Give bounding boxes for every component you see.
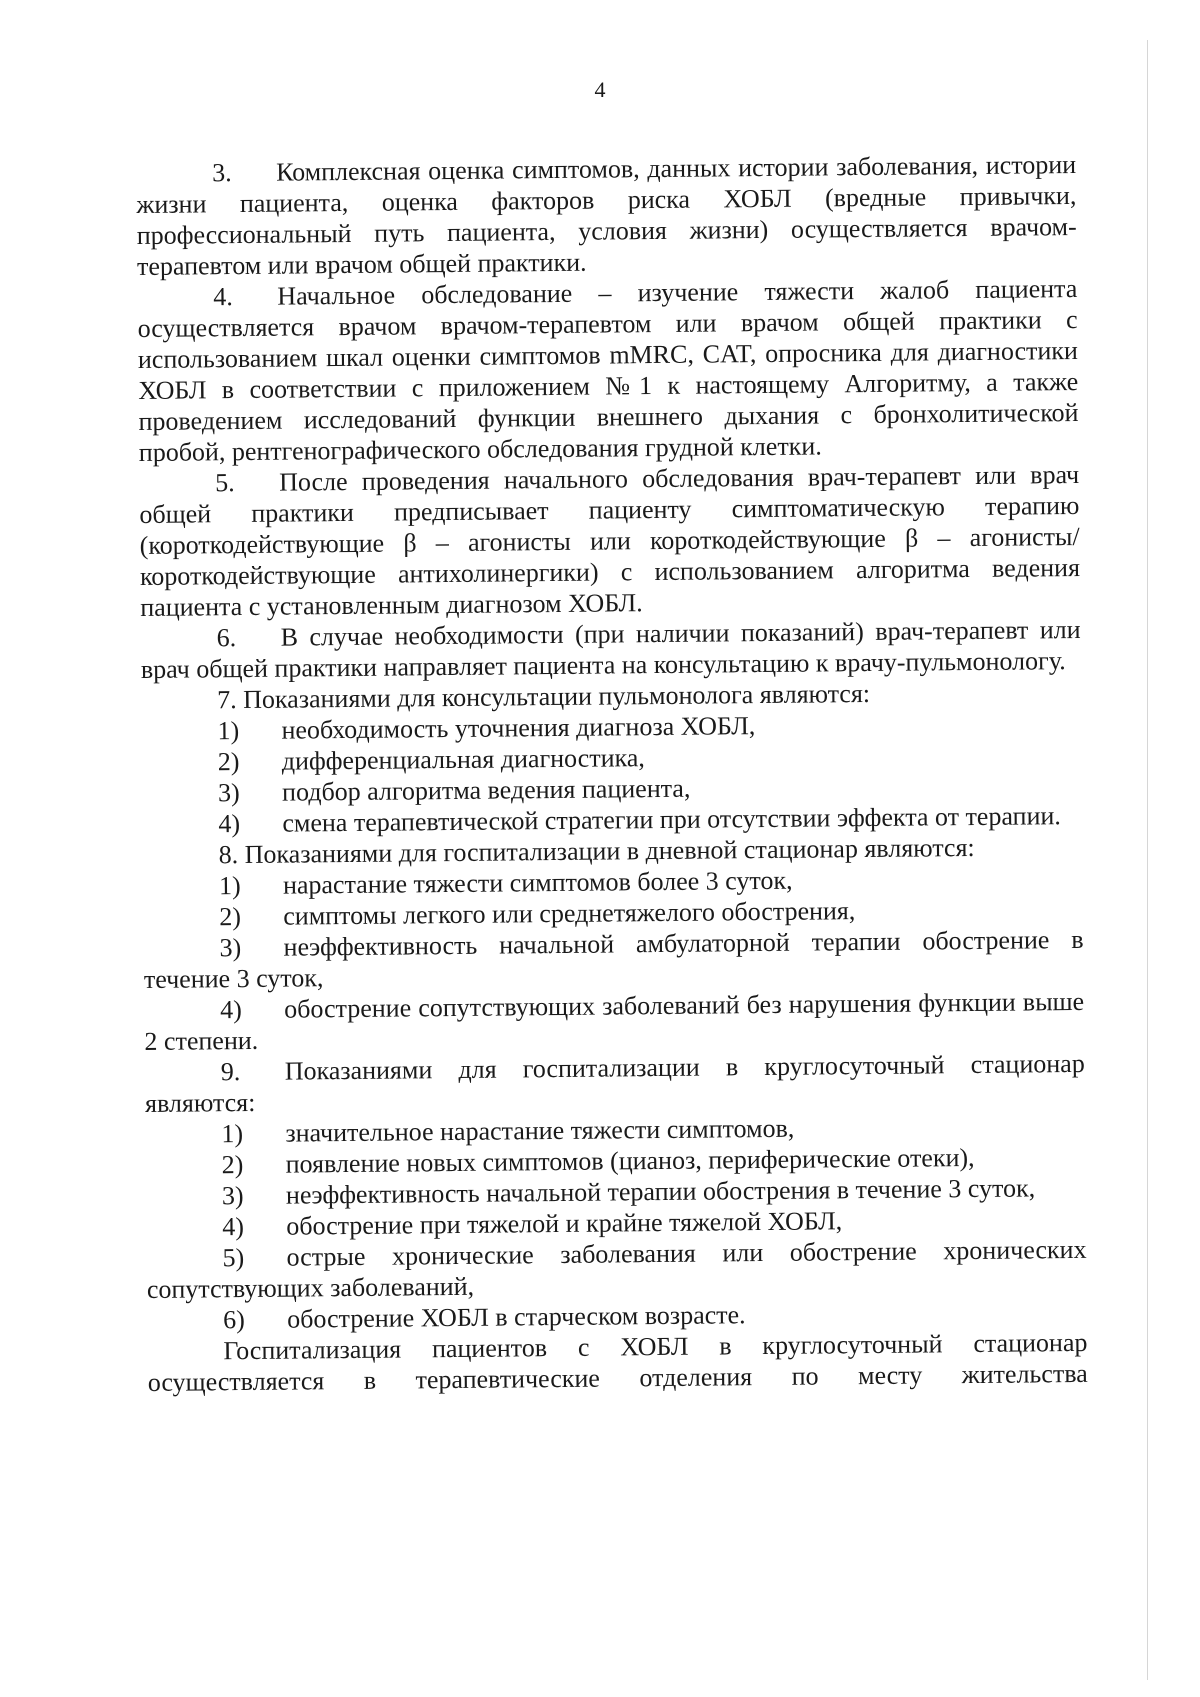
document-body <box>136 149 1088 1398</box>
paragraph-5 <box>139 459 1080 623</box>
list-item-number: 3) <box>219 933 242 963</box>
paragraph-3 <box>136 149 1077 282</box>
list-item-text: появление новых симптомов (цианоз, периферические отеки), <box>285 1142 975 1179</box>
paragraph-6 <box>140 614 1081 685</box>
list-item-number: 2) <box>219 902 242 932</box>
paragraph-text: В случае необходимости (при наличии показаний) врач-терапевт или врач общей практики направляет пациента на консультацию к врачу-пульмонологу. <box>140 614 1081 684</box>
list-item-number: 4) <box>220 995 242 1025</box>
paragraph-text: Начальное обследование – изучение тяжести жалоб пациента осуществляется врачом врачом-терапевтом или врачом общей практики с использованием шкал оценки симптомов mMRC, CAT, опросника для диагностики ХОБЛ в соответствии с приложением №1 к настоящему Алгоритму, а также проведением исследований функции внешнего дыхания с бронхолитической пробой, рентгенографического обследования грудной клетки. <box>137 273 1079 467</box>
scan-edge-line <box>1147 40 1148 1680</box>
section-8-intro: 8. Показаниями для госпитализации в дневной стационар являются: <box>218 832 975 870</box>
paragraph-text: После проведения начального обследования врач-терапевт или врач общей практики предписывает пациенту симптоматическую терапию (короткодействующие β – агонисты или короткодействующие β – агонисты/короткодействующие антихолинергики) с использованием алгоритма ведения пациента с установленным диагнозом ХОБЛ. <box>139 459 1081 622</box>
list-item-text: дифференциальная диагностика, <box>281 743 645 776</box>
list-item-text: смена терапевтической стратегии при отсутствии эффекта от терапии. <box>282 801 1061 838</box>
list-item-number: 4) <box>222 1212 245 1242</box>
list-item-text: подбор алгоритма ведения пациента, <box>281 773 691 807</box>
list-item-text: острые хронические заболевания или обострение хронических сопутствующих заболеваний, <box>146 1234 1087 1304</box>
closing-paragraph: Госпитализация пациентов с ХОБЛ в круглосуточный стационар осуществляется в терапевтические отделения по месту жительства <box>147 1327 1088 1397</box>
section-7-intro: 7. Показаниями для консультации пульмонолога являются: <box>217 678 871 715</box>
list-item-number: 1) <box>217 716 240 746</box>
paragraph-text: Комплексная оценка симптомов, данных истории заболевания, истории жизни пациента, оценка факторов риска ХОБЛ (вредные привычки, профессиональный путь пациента, условия жизни) осуществляется врачом-терапевтом или врачом общей практики. <box>136 149 1077 281</box>
list-item <box>144 986 1085 1057</box>
paragraph-text: Показаниями для госпитализации в круглосуточный стационар являются: <box>144 1048 1085 1118</box>
list-item-number: 5) <box>222 1243 245 1273</box>
list-item-text: нарастание тяжести симптомов более 3 суток, <box>282 865 793 900</box>
list-item-number: 2) <box>221 1150 244 1180</box>
list-item <box>146 1234 1087 1305</box>
list-item-number: 4) <box>218 809 241 839</box>
list-item-number: 1) <box>218 871 241 901</box>
list-item-text: неэффективность начальной терапии обострения в течение 3 суток, <box>285 1173 1036 1210</box>
list-item-text: неэффективность начальной амбулаторной терапии обострение в течение 3 суток, <box>143 924 1084 994</box>
list-item-text: обострение при тяжелой и крайне тяжелой ХОБЛ, <box>286 1206 843 1241</box>
list-item-number: 1) <box>221 1119 244 1149</box>
section-9-intro <box>145 1048 1086 1119</box>
paragraph-4 <box>137 273 1079 468</box>
page-number: 4 <box>594 77 606 102</box>
list-item-number: 3) <box>221 1181 244 1211</box>
list-item-number: 6) <box>223 1305 245 1335</box>
list-item-text: обострение ХОБЛ в старческом возрасте. <box>287 1300 746 1334</box>
paragraph-number: 9. <box>220 1057 241 1087</box>
paragraph-number: 5. <box>214 468 235 498</box>
list-item <box>143 924 1084 995</box>
paragraph-number: 6. <box>216 623 237 653</box>
list-item-text: обострение сопутствующих заболеваний без нарушения функции выше 2 степени. <box>144 986 1085 1056</box>
list-item-text: необходимость уточнения диагноза ХОБЛ, <box>281 711 756 745</box>
list-item-number: 2) <box>217 747 240 777</box>
paragraph-number: 4. <box>213 282 233 312</box>
list-item-text: значительное нарастание тяжести симптомов, <box>285 1113 795 1148</box>
list-item-text: симптомы легкого или среднетяжелого обострения, <box>283 896 856 931</box>
list-item-number: 3) <box>217 778 240 808</box>
paragraph-number: 3. <box>212 158 232 188</box>
